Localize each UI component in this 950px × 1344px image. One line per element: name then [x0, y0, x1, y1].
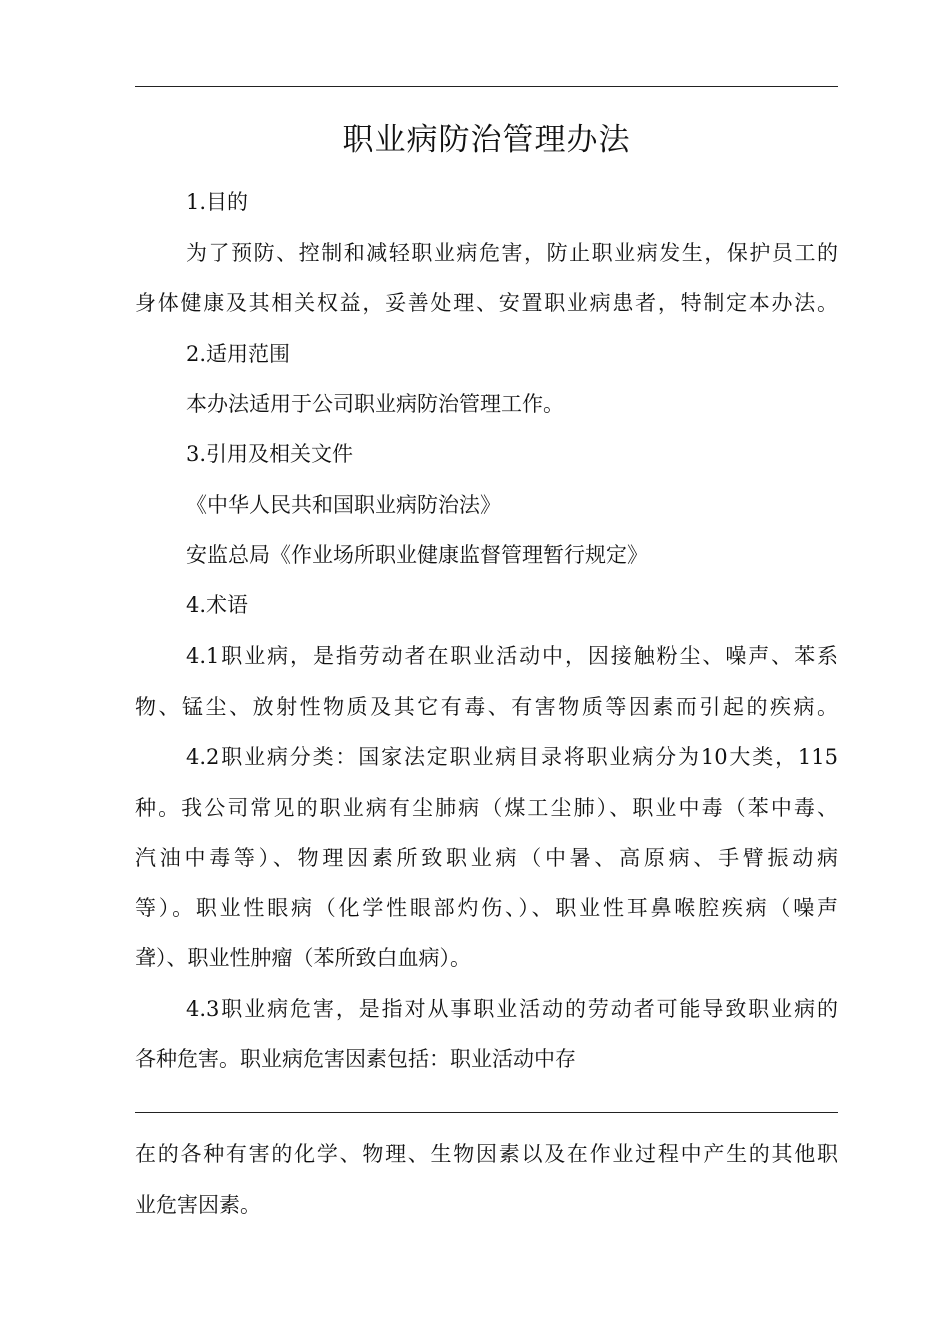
- section-heading-references: 3.引用及相关文件: [186, 442, 354, 466]
- paragraph-line: 聋）、职业性肿瘤（苯所致白血病）。: [135, 946, 471, 970]
- paragraph-line: 本办法适用于公司职业病防治管理工作。: [186, 392, 564, 416]
- paragraph-line: 业危害因素。: [135, 1193, 261, 1217]
- section-heading-terms: 4.术语: [186, 593, 249, 617]
- paragraph-line: 各种危害。职业病危害因素包括：职业活动中存: [135, 1047, 576, 1071]
- page-break-rule: [135, 1112, 838, 1113]
- paragraph-line: 物、锰尘、放射性物质及其它有毒、有害物质等因素而引起的疾病。: [135, 695, 838, 719]
- section-heading-purpose: 1.目的: [186, 190, 249, 214]
- header-rule: [135, 86, 838, 87]
- paragraph-line: 等）。职业性眼病（化学性眼部灼伤、）、职业性耳鼻喉腔疾病（噪声: [135, 896, 838, 920]
- paragraph-line: 身体健康及其相关权益，妥善处理、安置职业病患者，特制定本办法。: [135, 291, 838, 315]
- document-title: 职业病防治管理办法: [342, 122, 631, 158]
- paragraph-line: 汽油中毒等）、物理因素所致职业病（中暑、高原病、手臂振动病: [135, 846, 838, 870]
- paragraph-line: 4.2职业病分类：国家法定职业病目录将职业病分为10大类，115: [186, 745, 838, 769]
- paragraph-line: 在的各种有害的化学、物理、生物因素以及在作业过程中产生的其他职: [135, 1142, 838, 1166]
- paragraph-line: 种。我公司常见的职业病有尘肺病（煤工尘肺）、职业中毒（苯中毒、: [135, 796, 838, 820]
- section-heading-scope: 2.适用范围: [186, 342, 291, 366]
- paragraph-line: 为了预防、控制和减轻职业病危害，防止职业病发生，保护员工的: [186, 241, 838, 265]
- paragraph-line: 4.1职业病，是指劳动者在职业活动中，因接触粉尘、噪声、苯系: [186, 644, 838, 668]
- paragraph-line: 4.3职业病危害，是指对从事职业活动的劳动者可能导致职业病的: [186, 997, 838, 1021]
- reference-item: 《中华人民共和国职业病防治法》: [186, 493, 501, 517]
- reference-item: 安监总局《作业场所职业健康监督管理暂行规定》: [186, 543, 648, 567]
